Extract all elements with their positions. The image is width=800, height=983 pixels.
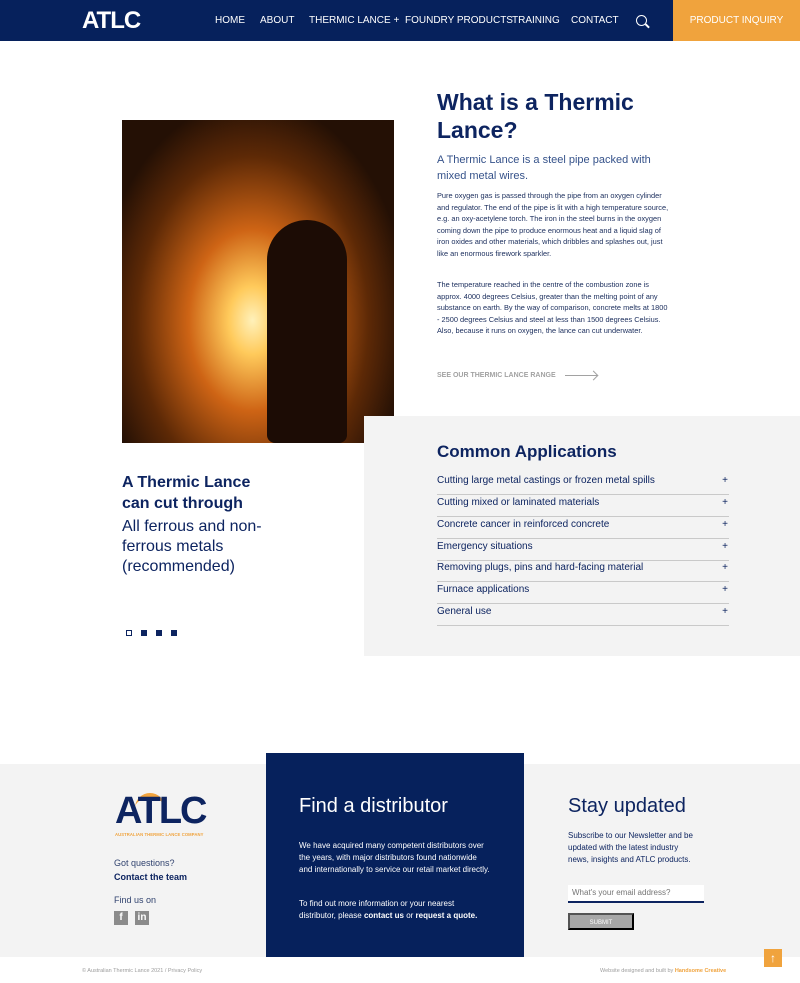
newsletter-description: Subscribe to our Newsletter and be updated with the latest industry news, insights and ATLC products. — [568, 831, 693, 864]
atlc-logo[interactable]: ATLC — [82, 7, 141, 34]
copyright-text: © Australian Thermic Lance 2021 / Privacy Policy — [82, 968, 203, 974]
footer-logo-tagline: AUSTRALIAN THERMIC LANCE COMPANY — [115, 832, 204, 837]
application-label: Cutting large metal castings or frozen metal spills — [437, 475, 655, 486]
applications-title: Common Applications — [437, 442, 617, 461]
nav-training[interactable]: TRAINING — [512, 15, 560, 26]
application-item[interactable] — [437, 496, 729, 517]
description-paragraph-1: Pure oxygen gas is passed through the pipe from an oxygen cylinder and regulator. The end of the pipe is lit with a high temperature source, e.g. an oxy-acetylene torch. The iron in the steel burns in the oxygen coming down the pipe to produce enormous heat and a liquid slag of iron oxides and other materials, which dribbles and splashes out, just like an enormous firework sparkler. — [437, 191, 669, 258]
intro-text: A Thermic Lance is a steel pipe packed with mixed metal wires. — [437, 154, 651, 182]
plus-icon[interactable]: + — [722, 606, 728, 617]
credit-prefix: Website designed and built by — [600, 968, 674, 974]
questions-label: Got questions? — [114, 858, 175, 868]
stay-updated-title: Stay updated — [568, 795, 686, 817]
request-quote-link[interactable]: request a quote. — [415, 911, 478, 920]
thermic-lance-photo — [122, 120, 394, 443]
nav-thermic-lance[interactable]: THERMIC LANCE + — [309, 15, 400, 26]
plus-icon[interactable]: + — [722, 497, 728, 508]
application-item[interactable] — [437, 561, 729, 582]
footer-logo[interactable] — [115, 792, 240, 837]
application-item[interactable] — [437, 474, 729, 495]
handsome-creative-link[interactable]: Handsome Creative — [674, 968, 727, 974]
cut-through-title: A Thermic Lance can cut through — [122, 474, 251, 512]
arrow-right-icon — [565, 375, 597, 376]
application-label: Emergency situations — [437, 541, 533, 552]
email-input[interactable] — [568, 885, 704, 903]
contact-team-link[interactable]: Contact the team — [114, 872, 188, 882]
carousel-dot[interactable] — [141, 630, 147, 636]
application-item[interactable] — [437, 518, 729, 539]
plus-icon[interactable]: + — [722, 541, 728, 552]
page-title: What is a Thermic Lance? — [437, 89, 634, 143]
worker-silhouette — [267, 220, 347, 443]
nav-about[interactable]: ABOUT — [260, 15, 295, 26]
application-item[interactable] — [437, 605, 729, 626]
credit-text — [600, 967, 726, 975]
search-icon[interactable] — [636, 15, 647, 26]
back-to-top-icon[interactable]: ↑ — [764, 949, 782, 967]
distributor-contact-prefix: To find out more information or your nearest distributor, please — [299, 899, 455, 920]
carousel-dot-active[interactable] — [126, 630, 132, 636]
or-text: or — [406, 911, 414, 920]
application-label: Cutting mixed or laminated materials — [437, 497, 600, 508]
navigation-bar — [0, 0, 800, 41]
distributor-title: Find a distributor — [299, 795, 448, 817]
contact-us-link[interactable]: contact us — [363, 911, 404, 920]
nav-contact[interactable]: CONTACT — [571, 15, 619, 26]
application-label: Removing plugs, pins and hard-facing material — [437, 562, 644, 573]
distributor-contact-text — [299, 898, 492, 922]
find-us-label: Find us on — [114, 895, 157, 905]
application-item[interactable] — [437, 540, 729, 561]
cut-through-subtitle: All ferrous and non-ferrous metals (recommended) — [122, 518, 262, 575]
linkedin-icon[interactable]: in — [135, 911, 149, 925]
carousel-dot[interactable] — [156, 630, 162, 636]
application-label: Furnace applications — [437, 584, 530, 595]
carousel-dot[interactable] — [171, 630, 177, 636]
plus-icon[interactable]: + — [722, 519, 728, 530]
plus-icon[interactable]: + — [722, 475, 728, 486]
submit-button[interactable]: SUBMIT — [568, 913, 634, 930]
footer-logo-text: ATLC — [115, 790, 206, 832]
thermic-lance-range-link[interactable]: SEE OUR THERMIC LANCE RANGE — [437, 372, 556, 379]
description-paragraph-2: The temperature reached in the centre of the combustion zone is approx. 4000 degrees Celsius, greater than the melting point of any substance on earth. By the way of comparison, concrete melts at 1800 - 2500 degrees Celsius and steel at less than 1500 degrees Celsius. Also, because it runs on oxygen, the lance can cut underwater. — [437, 280, 668, 335]
nav-foundry-products[interactable]: FOUNDRY PRODUCTS — [405, 15, 513, 26]
distributor-description: We have acquired many competent distributors over the years, with major distributors found nationwide and internationally to service our retail market directly. — [299, 841, 490, 874]
plus-icon[interactable]: + — [722, 562, 728, 573]
facebook-icon[interactable]: f — [114, 911, 128, 925]
application-item[interactable] — [437, 583, 729, 604]
nav-home[interactable]: HOME — [215, 15, 245, 26]
plus-icon[interactable]: + — [722, 584, 728, 595]
application-label: General use — [437, 606, 492, 617]
application-label: Concrete cancer in reinforced concrete — [437, 519, 610, 530]
product-inquiry-button[interactable]: PRODUCT INQUIRY — [673, 0, 800, 41]
